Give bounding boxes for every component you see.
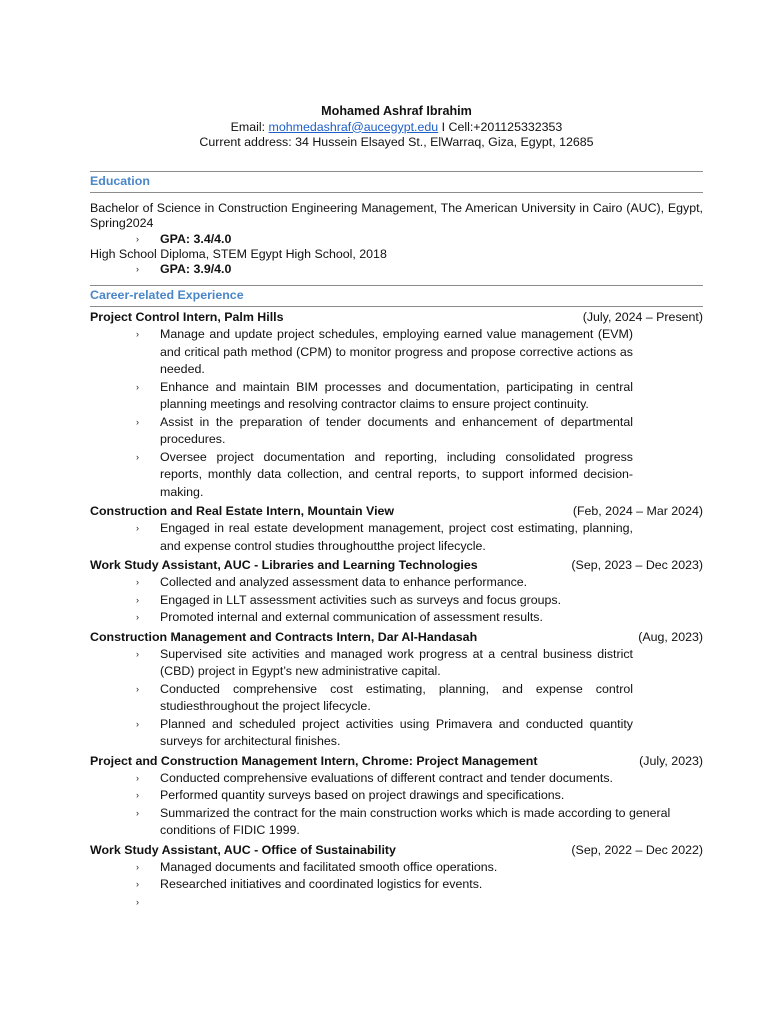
bullet-text: Promoted internal and external communication of assessment results. bbox=[160, 610, 543, 624]
email-label: Email: bbox=[230, 119, 269, 134]
job-date: (Sep, 2023 – Dec 2023) bbox=[571, 558, 703, 572]
job-title: Project Control Intern, Palm Hills bbox=[90, 310, 284, 324]
gpa-value: GPA: 3.9/4.0 bbox=[160, 262, 232, 276]
education-entry: Bachelor of Science in Construction Engineering Management, The American University in Cairo (AUC), Egypt, Spring2024 bbox=[90, 200, 703, 230]
resume-page bbox=[90, 104, 703, 907]
bullet-chevron-icon: › bbox=[136, 451, 139, 462]
section-heading-education: Education bbox=[90, 171, 703, 193]
bullet-chevron-icon: › bbox=[136, 577, 139, 587]
bullet-chevron-icon: › bbox=[136, 718, 139, 729]
job-header bbox=[90, 557, 703, 574]
list-item bbox=[90, 574, 703, 592]
address-line: Current address: 34 Hussein Elsayed St., ElWarraq, Giza, Egypt, 12685 bbox=[199, 135, 594, 149]
list-item bbox=[90, 716, 633, 751]
job-bullets bbox=[90, 326, 703, 501]
list-item bbox=[90, 379, 633, 414]
job-title: Construction Management and Contracts Intern, Dar Al-Handasah bbox=[90, 629, 478, 644]
bullet-text: Managed documents and facilitated smooth office operations. bbox=[160, 859, 498, 874]
job-date: (July, 2023) bbox=[639, 753, 703, 768]
job-date: (Aug, 2023) bbox=[638, 629, 703, 644]
bullet-text: Manage and update project schedules, employing earned value management (EVM) and critical path method (CPM) to monitor progress and propose corrective actions as needed. bbox=[160, 327, 633, 376]
list-item bbox=[90, 520, 633, 555]
job-entry bbox=[90, 842, 703, 907]
bullet-chevron-icon: › bbox=[136, 329, 139, 339]
job-entry bbox=[90, 557, 703, 627]
job-header bbox=[90, 503, 703, 520]
email-link[interactable]: mohmedashraf@aucegypt.edu bbox=[268, 119, 439, 134]
applicant-name: Mohamed Ashraf Ibrahim bbox=[321, 104, 472, 118]
bullet-chevron-icon: › bbox=[136, 594, 139, 605]
job-entry bbox=[90, 503, 703, 555]
bullet-text: Enhance and maintain BIM processes and documentation, participating in central planning meetings and resolving contractor claims to ensure project continuity. bbox=[160, 379, 633, 411]
bullet-text: Conducted comprehensive evaluations of different contract and tender documents. bbox=[160, 770, 613, 785]
bullet-text: Researched initiatives and coordinated logistics for events. bbox=[160, 877, 483, 891]
list-item bbox=[90, 681, 633, 716]
section-heading-experience: Career-related Experience bbox=[90, 285, 703, 307]
job-entry bbox=[90, 309, 703, 501]
bullet-chevron-icon: › bbox=[136, 648, 139, 659]
list-item bbox=[90, 414, 633, 449]
job-header bbox=[90, 842, 703, 859]
bullet-text: Performed quantity surveys based on project drawings and specifications. bbox=[160, 788, 565, 802]
bullet-chevron-icon: › bbox=[136, 790, 139, 800]
list-item bbox=[90, 787, 703, 805]
job-date: (July, 2024 – Present) bbox=[582, 310, 703, 324]
job-title: Work Study Assistant, AUC - Office of Sustainability bbox=[90, 842, 396, 857]
gpa-item bbox=[90, 262, 703, 277]
job-title: Construction and Real Estate Intern, Mountain View bbox=[90, 504, 395, 518]
job-header bbox=[90, 629, 703, 646]
education-entry: High School Diploma, STEM Egypt High School, 2018 bbox=[90, 246, 387, 261]
job-bullets bbox=[90, 770, 703, 840]
gpa-item bbox=[90, 232, 703, 247]
list-item bbox=[90, 326, 633, 379]
bullet-text: Conducted comprehensive cost estimating, planning, and expense control studiesthroughout the project lifecycle. bbox=[160, 681, 633, 713]
job-title: Project and Construction Management Intern, Chrome: Project Management bbox=[90, 753, 538, 768]
job-date: (Feb, 2024 – Mar 2024) bbox=[572, 504, 703, 518]
job-entry bbox=[90, 629, 703, 751]
bullet-text: Collected and analyzed assessment data to enhance performance. bbox=[160, 575, 528, 589]
job-bullets bbox=[90, 520, 703, 555]
bullet-chevron-icon: › bbox=[136, 523, 139, 533]
bullet-chevron-icon: › bbox=[136, 879, 139, 889]
bullet-chevron-icon: › bbox=[136, 896, 139, 907]
bullet-chevron-icon: › bbox=[136, 264, 139, 274]
bullet-text: Engaged in LLT assessment activities such as surveys and focus groups. bbox=[160, 592, 562, 607]
contact-line bbox=[90, 120, 703, 136]
list-item bbox=[90, 449, 633, 502]
list-item bbox=[90, 609, 703, 627]
bullet-chevron-icon: › bbox=[136, 233, 139, 244]
bullet-chevron-icon: › bbox=[136, 381, 139, 392]
experience-list bbox=[90, 309, 703, 907]
job-date: (Sep, 2022 – Dec 2022) bbox=[571, 842, 703, 857]
list-item bbox=[90, 876, 703, 894]
list-item bbox=[90, 859, 703, 877]
bullet-chevron-icon: › bbox=[136, 612, 139, 622]
cell-number: I Cell:+201125332353 bbox=[438, 119, 563, 134]
list-item bbox=[90, 592, 703, 610]
list-item bbox=[90, 805, 703, 840]
list-item bbox=[90, 770, 703, 788]
list-item bbox=[90, 646, 633, 681]
bullet-chevron-icon: › bbox=[136, 861, 139, 872]
job-bullets bbox=[90, 646, 703, 751]
education-list bbox=[90, 201, 703, 278]
job-header bbox=[90, 309, 703, 326]
bullet-text: Oversee project documentation and reporting, including consolidated progress reports, monthly data collection, and central reports, to support informed decision-making. bbox=[160, 449, 633, 499]
bullet-text: Planned and scheduled project activities using Primavera and conducted quantity surveys for architectural finishes. bbox=[160, 716, 633, 748]
bullet-chevron-icon: › bbox=[136, 807, 139, 818]
job-header bbox=[90, 753, 703, 770]
bullet-text: Engaged in real estate development management, project cost estimating, planning, and expense control studies throughoutthe project lifecycle. bbox=[160, 521, 633, 553]
bullet-chevron-icon: › bbox=[136, 683, 139, 694]
bullet-text: Supervised site activities and managed work progress at a central business district (CBD) project in Egypt’s new administrative capital. bbox=[160, 646, 633, 678]
bullet-text: Summarized the contract for the main construction works which is made according to general conditions of FIDIC 1999. bbox=[160, 805, 671, 837]
bullet-text: Assist in the preparation of tender documents and enhancement of departmental procedures. bbox=[160, 414, 633, 446]
bullet-chevron-icon: › bbox=[136, 772, 139, 783]
job-bullets bbox=[90, 859, 703, 907]
gpa-value: GPA: 3.4/4.0 bbox=[160, 231, 232, 246]
job-bullets bbox=[90, 574, 703, 627]
job-title: Work Study Assistant, AUC - Libraries and Learning Technologies bbox=[90, 558, 478, 572]
job-entry bbox=[90, 753, 703, 840]
bullet-chevron-icon: › bbox=[136, 416, 139, 427]
